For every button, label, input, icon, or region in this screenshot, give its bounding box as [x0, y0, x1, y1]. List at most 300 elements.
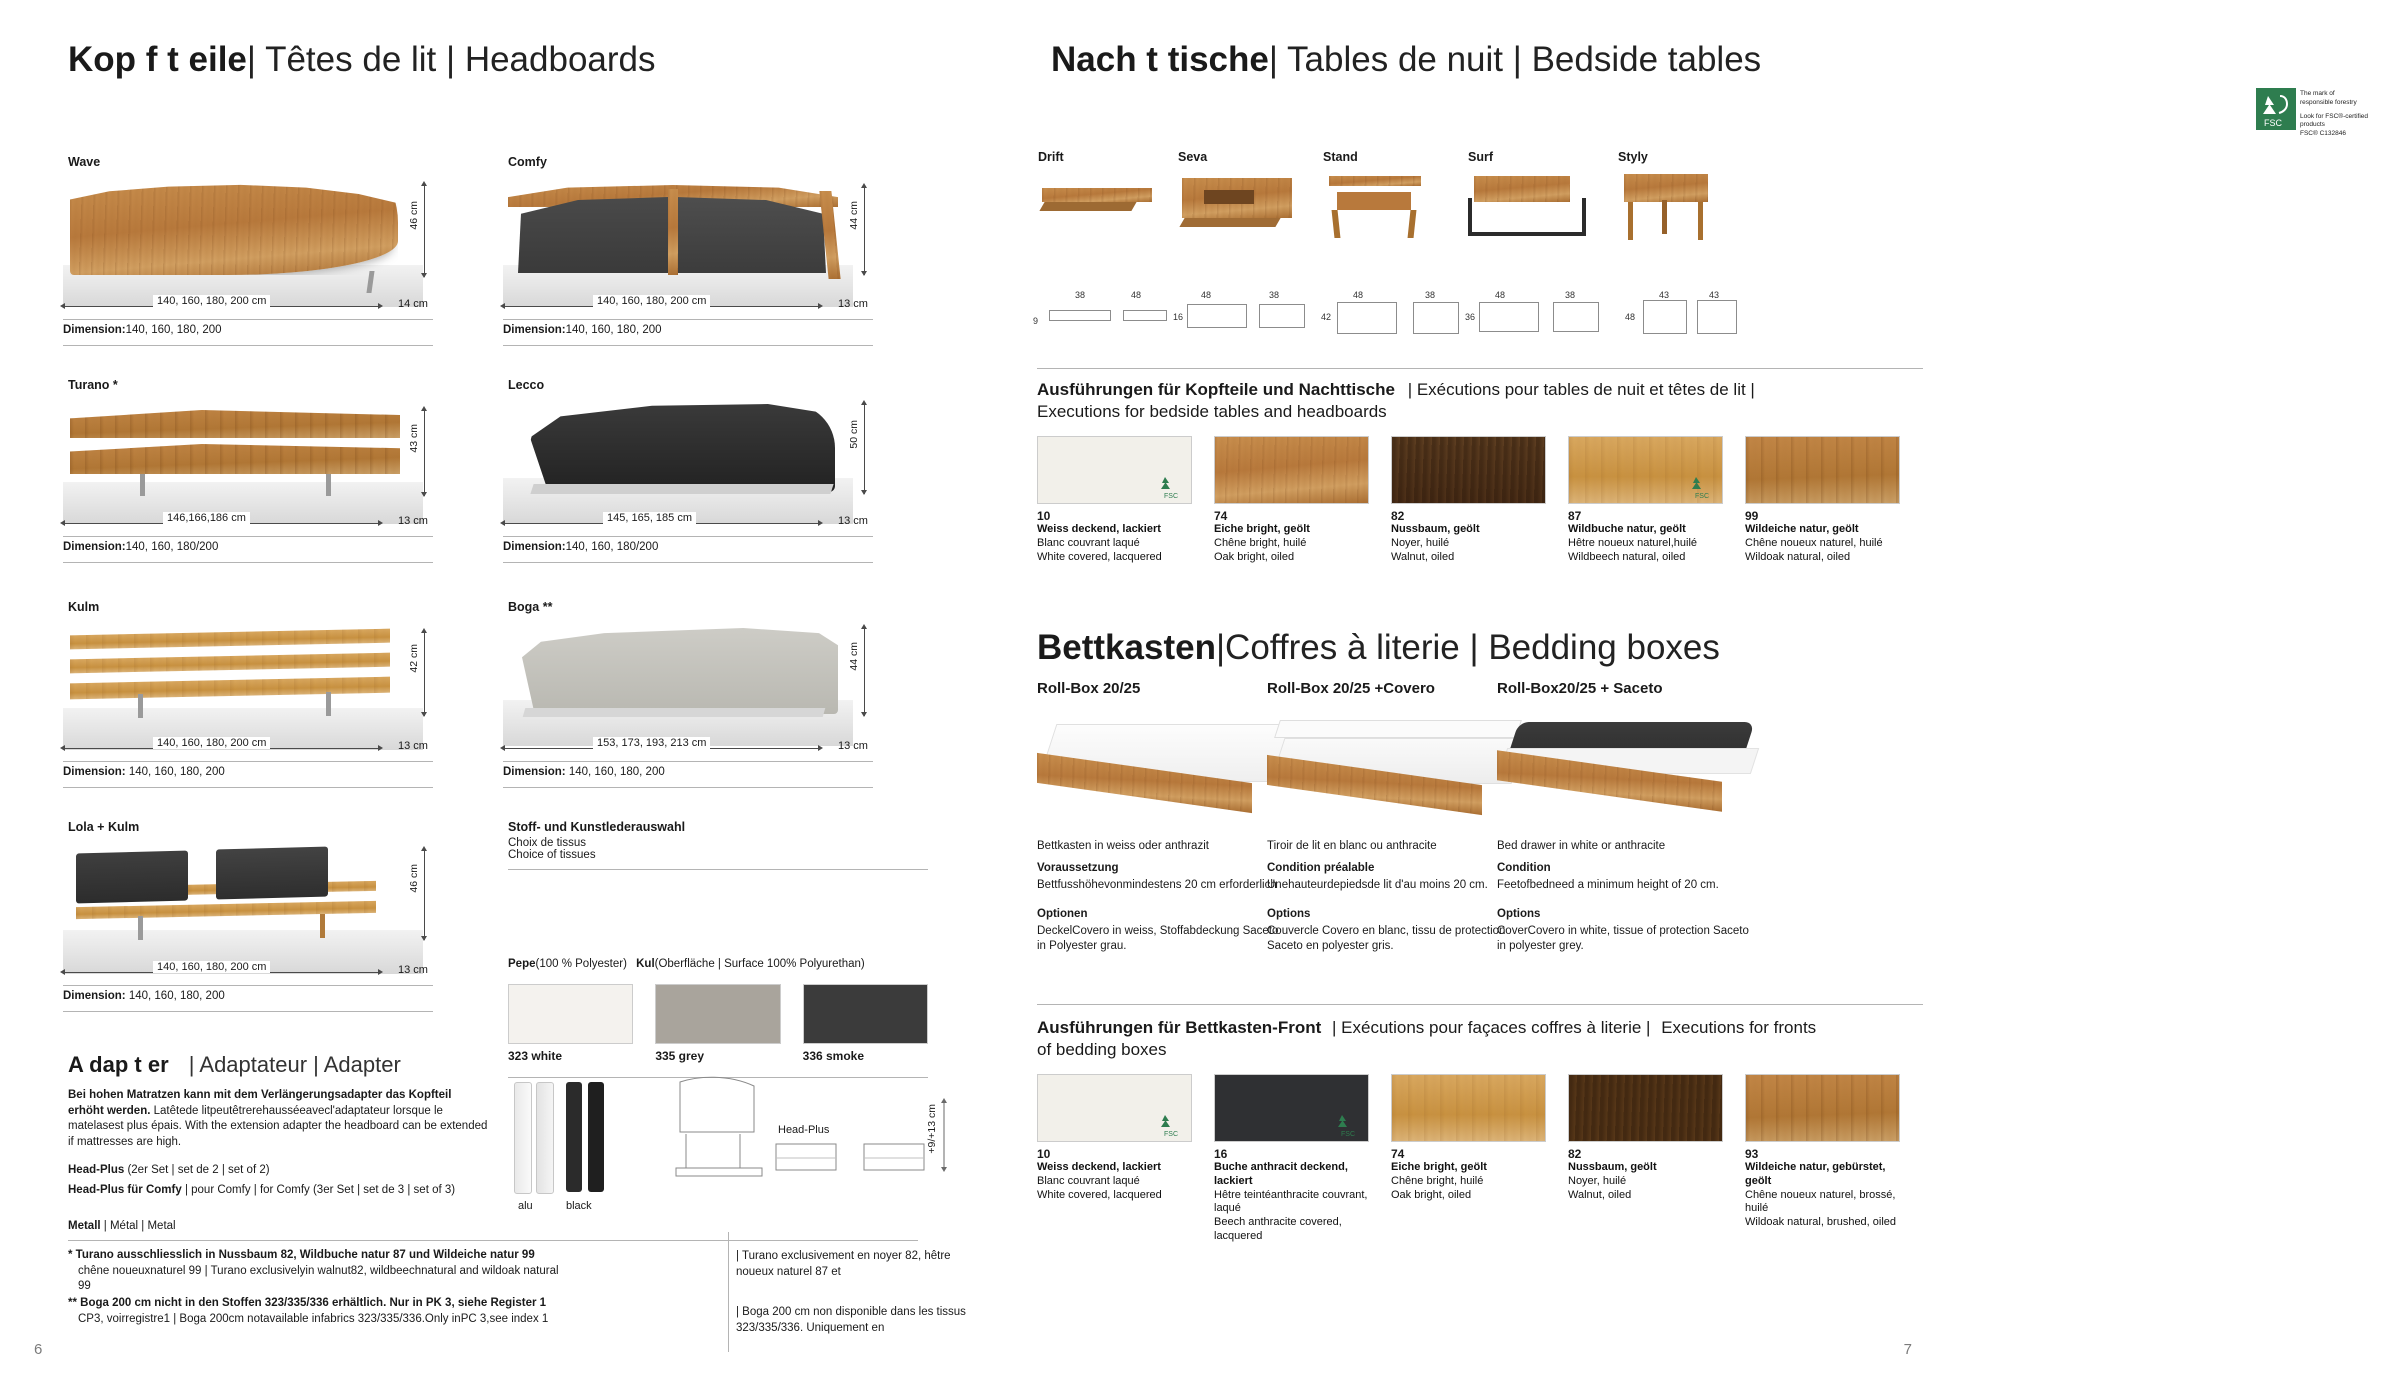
fsc-small-icon — [1336, 1112, 1364, 1138]
finish-chip-87 — [1568, 436, 1723, 504]
dim-value: 48 — [1201, 290, 1212, 300]
comfy-cushion-right — [676, 197, 826, 273]
exec-title-en: Executions for bedside tables and headboards — [1037, 402, 1387, 421]
fsc-logo-icon — [2256, 88, 2296, 130]
fabrics-subtitle-en: Choice of tissues — [508, 849, 596, 861]
front-name-de: Wildeiche natur, gebürstet, geölt — [1745, 1161, 1886, 1187]
divider — [63, 562, 433, 563]
dim-arrow-up — [421, 628, 427, 633]
styly-body — [1624, 174, 1708, 202]
dimension-label: Dimension: — [63, 766, 126, 778]
turano-plank-top — [70, 410, 400, 438]
box-text1: Feetofbedneed a minimum height of 20 cm. — [1497, 879, 1719, 891]
product-boga — [503, 600, 908, 800]
divider — [503, 345, 873, 346]
lola-cushion-right — [216, 847, 328, 900]
dim-arrow-left — [500, 520, 505, 526]
adapter-black-label: black — [566, 1200, 592, 1212]
bedside-name: Surf — [1468, 150, 1493, 164]
height-dim-label: 44 cm — [848, 201, 860, 230]
right-page — [973, 0, 2369, 1376]
finish-chip-82 — [1391, 436, 1546, 504]
headboard-leg — [326, 692, 331, 716]
dimension-value: 140, 160, 180, 200 — [128, 766, 225, 778]
page-title-headboards-de: Kop f t eile — [68, 40, 247, 79]
dimension-row — [63, 766, 225, 778]
finish-name-fr: Noyer, huilé — [1391, 536, 1450, 549]
dim-arrow-left — [60, 969, 65, 975]
boga-base — [523, 708, 826, 717]
dimension-label: Dimension: — [63, 990, 126, 1002]
finish-name-de: Nussbaum, geölt — [1391, 523, 1480, 535]
dim-value: 48 — [1353, 290, 1364, 300]
fabric-kul-label: Kul — [636, 958, 655, 970]
front-code: 16 — [1214, 1147, 1228, 1161]
lecco-base — [530, 484, 833, 494]
height-dim-line — [424, 185, 425, 277]
fabric-chip-336 — [803, 984, 928, 1044]
front-swatch[interactable] — [1568, 1074, 1723, 1244]
front-swatch[interactable] — [1037, 1074, 1192, 1244]
height-dim-line — [864, 187, 865, 275]
dim-value: 43 — [1659, 290, 1670, 300]
divider — [503, 536, 873, 537]
dimension-row — [503, 766, 665, 778]
height-dim-label: 43 cm — [408, 424, 420, 453]
finish-name-de: Wildbuche natur, geölt — [1568, 523, 1686, 535]
fabric-pepe-label: Pepe — [508, 958, 536, 970]
kulm-slat — [70, 653, 390, 674]
height-dim-label: 44 cm — [848, 642, 860, 671]
width-dim-label: 146,166,186 cm — [163, 512, 250, 524]
box-text1: Bettfusshöhevonmindestens 20 cm erforderlich — [1037, 879, 1277, 891]
exec-fronts-title-en2: of bedding boxes — [1037, 1040, 1167, 1059]
dimension-row — [63, 541, 218, 553]
height-dim-label: 46 cm — [408, 201, 420, 230]
box-cover — [1274, 720, 1522, 738]
height-dim-line — [424, 410, 425, 496]
page-title-headboards-rest: | Têtes de lit | Headboards — [246, 40, 656, 79]
bedding-title-rest: |Coffres à literie | Bedding boxes — [1215, 628, 1720, 667]
front-code: 74 — [1391, 1147, 1405, 1161]
comfy-cushion-left — [518, 197, 668, 273]
page-title-bedside-rest: | Tables de nuit | Bedside tables — [1268, 40, 1762, 79]
divider — [63, 345, 433, 346]
depth-dim-label: 13 cm — [398, 515, 428, 527]
finish-name-fr: Chêne bright, huilé — [1214, 536, 1307, 549]
wave-headboard-panel — [70, 183, 398, 275]
finish-code: 10 — [1037, 509, 1051, 523]
depth-dim-label: 13 cm — [398, 964, 428, 976]
stand-leg — [1332, 210, 1341, 238]
front-code: 10 — [1037, 1147, 1051, 1161]
dimension-value: 140, 160, 180/200 — [565, 541, 659, 553]
box-text2: CoverCovero in white, tissue of protection Saceto in polyester grey. — [1497, 925, 1749, 952]
adapter-headplus — [68, 1164, 270, 1176]
fsc-small-icon — [1159, 474, 1187, 500]
product-lecco — [503, 378, 908, 578]
fabric-code: 323 white — [508, 1049, 563, 1063]
fabric-kul-desc: (Oberfläche | Surface 100% Polyurethan) — [654, 958, 865, 970]
adapter-plate-black — [588, 1082, 604, 1192]
front-swatch[interactable] — [1745, 1074, 1900, 1244]
adapter-headplus-comfy-rest: | pour Comfy | for Comfy (3er Set | set de 3 | set of 3) — [181, 1184, 456, 1196]
exec-fronts-swatches — [1037, 1074, 1927, 1244]
dim-arrow-right — [818, 303, 823, 309]
adapter-headplus-rest: (2er Set | set de 2 | set of 2) — [124, 1164, 270, 1176]
bedside-tables-row — [1038, 150, 1918, 300]
dim-arrow-right — [818, 745, 823, 751]
bedside-name: Stand — [1323, 150, 1358, 164]
dim-arrow-up — [861, 400, 867, 405]
dim-arrow-down — [421, 273, 427, 278]
dim-arrow-left — [500, 745, 505, 751]
front-name-en: Wildoak natural, brushed, oiled — [1745, 1216, 1897, 1228]
finish-chip-10 — [1037, 436, 1192, 504]
dim-arrow-left — [60, 745, 65, 751]
box-heading2: Options — [1267, 908, 1311, 920]
width-dim-label: 145, 165, 185 cm — [603, 512, 696, 524]
front-chip-93 — [1745, 1074, 1900, 1142]
finish-code: 99 — [1745, 509, 1759, 523]
finish-code: 74 — [1214, 509, 1228, 523]
page-title-headboards — [68, 40, 656, 80]
finish-name-fr: Hêtre noueux naturel,huilé — [1568, 536, 1698, 549]
finish-code: 87 — [1568, 509, 1582, 523]
fsc-small-icon — [1690, 474, 1718, 500]
finish-name-en: Wildoak natural, oiled — [1745, 550, 1851, 563]
footnote-boga — [68, 1296, 568, 1327]
divider — [68, 1240, 918, 1241]
product-name: Boga ** — [508, 600, 553, 614]
finish-swatch[interactable] — [1745, 436, 1900, 564]
dimension-label: Dimension: — [63, 541, 126, 553]
headplus-dim-label: +9/+13 cm — [926, 1104, 938, 1154]
finish-name-en: Wildbeech natural, oiled — [1568, 550, 1686, 563]
adapter-plate-alu — [514, 1082, 532, 1194]
exec-headboards-section — [1037, 380, 1927, 564]
dimension-value: 140, 160, 180, 200 — [125, 324, 222, 336]
adapter-plate-alu — [536, 1082, 554, 1194]
fsc-code: FSC® C132846 — [2300, 130, 2346, 138]
dim-arrow-left — [60, 520, 65, 526]
dim-arrow-right — [378, 745, 383, 751]
divider — [508, 869, 928, 870]
product-name: Lecco — [508, 378, 545, 392]
exec-fronts-title-fr: | Exécutions pour façaces coffres à literie | — [1332, 1018, 1651, 1037]
lola-slat — [76, 901, 376, 919]
depth-dim-label: 14 cm — [398, 298, 428, 310]
product-name: Kulm — [68, 600, 100, 614]
width-dim-label: 140, 160, 180, 200 cm — [153, 961, 270, 973]
dimension-label: Dimension: — [63, 324, 126, 336]
fsc-caption-2: responsible forestry — [2300, 98, 2357, 106]
front-name-en: Beech anthracite covered, lacquered — [1214, 1216, 1342, 1242]
fsc-badge — [2256, 88, 2396, 138]
drift-edge — [1039, 202, 1136, 211]
page-number-right: 7 — [1903, 1341, 1912, 1358]
dim-arrow-down — [861, 271, 867, 276]
depth-dim-label: 13 cm — [838, 740, 868, 752]
adapter-title-de: A dap t er — [68, 1052, 169, 1077]
box-line1: Bed drawer in white or anthracite — [1497, 840, 1666, 852]
bedside-name: Styly — [1618, 150, 1648, 164]
svg-text:FSC: FSC — [2264, 118, 2282, 128]
page-title-bedside — [1051, 40, 1761, 80]
dim-arrow-right — [378, 303, 383, 309]
fabric-code: 335 grey — [655, 1049, 705, 1063]
box-title: Roll-Box 20/25 +Covero — [1267, 680, 1435, 697]
dim-value: 38 — [1269, 290, 1280, 300]
stand-leg — [1408, 210, 1417, 238]
dimension-row — [503, 541, 658, 553]
seva-opening — [1204, 190, 1254, 204]
product-turano — [63, 378, 468, 578]
front-code: 82 — [1568, 1147, 1582, 1161]
dim-value: 38 — [1565, 290, 1576, 300]
kulm-slat — [70, 629, 390, 650]
fsc-caption-1: The mark of — [2300, 90, 2335, 97]
kulm-slat — [70, 677, 390, 700]
dim-value: 48 — [1495, 290, 1506, 300]
product-wave — [63, 155, 468, 355]
divider — [63, 319, 433, 320]
divider — [63, 536, 433, 537]
fabric-pepe-desc: (100 % Polyester) — [535, 958, 627, 970]
front-code: 93 — [1745, 1147, 1759, 1161]
finish-chip-99 — [1745, 436, 1900, 504]
height-dim-line — [864, 404, 865, 494]
fabrics-note — [508, 958, 928, 970]
bedside-styly — [1618, 150, 1788, 164]
page-number-left: 6 — [34, 1341, 43, 1358]
product-name: Comfy — [508, 155, 547, 169]
product-name: Wave — [68, 155, 101, 169]
adapter-section — [68, 1052, 966, 1335]
front-name-fr: Chêne noueux naturel, brossé, huilé — [1745, 1188, 1896, 1215]
front-chip-10 — [1037, 1074, 1192, 1142]
divider — [503, 787, 873, 788]
fabric-chip-335 — [655, 984, 780, 1044]
adapter-metal — [68, 1220, 176, 1232]
box-text2: Couvercle Covero en blanc, tissu de protection Saceto en polyester gris. — [1267, 925, 1506, 952]
dim-value: 9 — [1033, 316, 1039, 326]
fsc-caption-3: Look for FSC®-certified products — [2300, 112, 2369, 129]
front-name-de: Nussbaum, geölt — [1568, 1161, 1657, 1173]
box-heading1: Voraussetzung — [1037, 862, 1119, 874]
footnote-turano-rest: chêne noueuxnaturel 99 | Turano exclusivelyin walnut82, wildbeechnatural and wildoak natural 99 — [78, 1264, 559, 1293]
box-text2: DeckelCovero in weiss, Stoffabdeckung Saceto in Polyester grau. — [1037, 925, 1279, 952]
svg-text:FSC: FSC — [1341, 1131, 1355, 1138]
dim-arrow-up — [861, 624, 867, 629]
fabrics-subtitle-fr: Choix de tissus — [508, 837, 586, 849]
dimension-row — [503, 324, 662, 336]
fsc-small-icon — [1159, 1112, 1187, 1138]
headboard-leg — [138, 916, 143, 940]
adapter-alu-label: alu — [518, 1200, 533, 1212]
boga-cushion — [522, 628, 838, 714]
drift-top — [1042, 188, 1152, 202]
dimension-row — [63, 990, 225, 1002]
svg-text:FSC: FSC — [1164, 493, 1178, 500]
dimension-value: 140, 160, 180, 200 — [128, 990, 225, 1002]
finish-swatch[interactable] — [1391, 436, 1546, 564]
dim-arrow-up — [421, 181, 427, 186]
adapter-desc-de: Bei hohen Matratzen kann mit dem Verlängerungsadapter das Kopfteil erhöht werden. — [68, 1089, 452, 1117]
front-name-fr: Chêne bright, huilé — [1391, 1174, 1484, 1187]
exec-title-de: Ausführungen für Kopfteile und Nachttische — [1037, 380, 1395, 399]
finish-name-fr: Blanc couvrant laqué — [1037, 536, 1140, 549]
box-illustration — [1497, 714, 1787, 824]
adapter-headplus-label: Head-Plus — [68, 1164, 125, 1176]
dim-value: 38 — [1425, 290, 1436, 300]
dimension-label: Dimension: — [503, 766, 566, 778]
height-dim-label: 42 cm — [408, 644, 420, 673]
finish-chip-74 — [1214, 436, 1369, 504]
headplus-callout: Head-Plus — [778, 1124, 830, 1136]
adapter-metal-rest: | Métal | Metal — [100, 1220, 176, 1232]
dim-arrow-left — [500, 303, 505, 309]
dimension-label: Dimension: — [503, 324, 566, 336]
bedside-name: Drift — [1038, 150, 1064, 164]
adapter-headplus-comfy — [68, 1183, 468, 1198]
dim-arrow-up — [861, 183, 867, 188]
width-dim-label: 140, 160, 180, 200 cm — [593, 295, 710, 307]
dim-arrow-down — [421, 936, 427, 941]
finish-name-fr: Chêne noueux naturel, huilé — [1745, 536, 1883, 549]
depth-dim-label: 13 cm — [838, 515, 868, 527]
dimension-row — [63, 324, 222, 336]
front-swatch[interactable] — [1214, 1074, 1369, 1244]
exec-title-fr: | Exécutions pour tables de nuit et têtes de lit | — [1407, 380, 1755, 399]
exec-fronts-title-en: Executions for fronts — [1661, 1018, 1817, 1037]
front-name-de: Eiche bright, geölt — [1391, 1161, 1487, 1173]
divider — [63, 1011, 433, 1012]
dim-arrow-right — [378, 969, 383, 975]
surf-metal-frame — [1468, 198, 1586, 236]
adapter-diagram — [668, 1072, 968, 1212]
footnote-boga-fr: | Boga 200 cm non disponible dans les tissus 323/335/336. Uniquement en — [736, 1306, 966, 1335]
dim-arrow-up — [421, 406, 427, 411]
dim-value: 36 — [1465, 312, 1476, 322]
finish-code: 82 — [1391, 509, 1405, 523]
dimension-value: 140, 160, 180, 200 — [568, 766, 665, 778]
footnote-boga-rest: CP3, voirregistre1 | Boga 200cm notavailable infabrics 323/335/336.Only inPC 3,see index 1 — [78, 1312, 549, 1325]
dimension-value: 140, 160, 180, 200 — [565, 324, 662, 336]
dim-arrow-right — [378, 520, 383, 526]
left-page — [0, 0, 973, 1376]
dimension-label: Dimension: — [503, 541, 566, 553]
finish-swatch[interactable] — [1568, 436, 1723, 564]
product-name: Lola + Kulm — [68, 820, 140, 834]
footnote-boga-de: ** Boga 200 cm nicht in den Stoffen 323/335/336 erhältlich. Nur in PK 3, siehe Register 1 — [68, 1297, 547, 1309]
headboard-leg — [140, 474, 145, 496]
headplus-schematic-icon — [668, 1072, 968, 1212]
page-title-bedside-de: Nach t tische — [1051, 40, 1269, 79]
finish-name-de: Wildeiche natur, geölt — [1745, 523, 1859, 535]
depth-dim-label: 13 cm — [398, 740, 428, 752]
adapter-plates-illustration — [508, 1082, 688, 1212]
box-line1: Tiroir de lit en blanc ou anthracite — [1267, 840, 1437, 852]
dim-arrow-down — [421, 492, 427, 497]
styly-leg — [1628, 202, 1633, 240]
box-heading2: Options — [1497, 908, 1541, 920]
product-lola-kulm — [63, 820, 468, 1020]
divider — [503, 562, 873, 563]
svg-text:FSC: FSC — [1164, 1131, 1178, 1138]
box-line1: Bettkasten in weiss oder anthrazit — [1037, 840, 1209, 852]
dim-value: 43 — [1709, 290, 1720, 300]
dim-arrow-down — [421, 712, 427, 717]
width-dim-label: 153, 173, 193, 213 cm — [593, 737, 710, 749]
adapter-desc-rest: Latêtede litpeutêtrerehausséeavecl'adaptateur lorsque le matelasest plus épais. With the extension adapter the headboard can be extended if mattresses are high. — [68, 1104, 488, 1148]
bedding-title-de: Bettkasten — [1037, 628, 1216, 667]
box-heading2: Optionen — [1037, 908, 1088, 920]
fsc-caption — [2300, 90, 2392, 139]
dim-arrow-down — [861, 490, 867, 495]
divider — [1037, 1004, 1923, 1005]
height-dim-label: 50 cm — [848, 420, 860, 449]
bedding-title — [1037, 628, 1720, 668]
fabric-code: 336 smoke — [802, 1049, 865, 1063]
exec-headboards-title — [1037, 380, 1927, 400]
depth-dim-label: 13 cm — [838, 298, 868, 310]
footnote-turano — [68, 1248, 568, 1295]
dim-value: 48 — [1625, 312, 1636, 322]
dim-value: 42 — [1321, 312, 1332, 322]
divider — [63, 985, 433, 986]
width-dim-label: 140, 160, 180, 200 cm — [153, 295, 270, 307]
exec-fronts-title-de: Ausführungen für Bettkasten-Front — [1037, 1018, 1322, 1037]
adapter-description — [68, 1088, 488, 1150]
adapter-plate-black — [566, 1082, 582, 1192]
finish-swatch[interactable] — [1037, 436, 1192, 564]
front-chip-16 — [1214, 1074, 1369, 1142]
product-comfy — [503, 155, 908, 355]
dim-arrow-down — [861, 712, 867, 717]
exec-fronts-section — [1037, 1018, 1927, 1244]
finish-name-de: Eiche bright, geölt — [1214, 523, 1310, 535]
stand-drawer — [1337, 192, 1411, 210]
footnote-divider — [728, 1232, 729, 1352]
footnote-turano-fr: | Turano exclusivement en noyer 82, hêtre noueux naturel 87 et — [736, 1250, 951, 1279]
svg-text:FSC: FSC — [1695, 493, 1709, 500]
front-name-en: Walnut, oiled — [1568, 1188, 1632, 1201]
box-text1: Unehauteurdepiedsde lit d'au moins 20 cm. — [1267, 879, 1488, 891]
adapter-headplus-comfy-label: Head-Plus für Comfy — [68, 1184, 182, 1196]
finish-swatch[interactable] — [1214, 436, 1369, 564]
finish-name-en: Walnut, oiled — [1391, 550, 1455, 563]
bedside-tech-drawings — [1033, 292, 1923, 352]
footnote-turano-de: * Turano ausschliesslich in Nussbaum 82, Wildbuche natur 87 und Wildeiche natur 99 — [68, 1249, 535, 1261]
exec-headboards-swatches — [1037, 436, 1927, 564]
divider — [503, 761, 873, 762]
adapter-title-rest: | Adaptateur | Adapter — [188, 1052, 401, 1077]
front-name-fr: Blanc couvrant laqué — [1037, 1174, 1140, 1187]
divider — [1037, 368, 1923, 369]
front-name-en: White covered, lacquered — [1037, 1188, 1162, 1201]
front-chip-74 — [1391, 1074, 1546, 1142]
styly-leg — [1698, 202, 1703, 240]
fabric-chip-323 — [508, 984, 633, 1044]
exec-fronts-title — [1037, 1018, 1927, 1038]
dim-value: 48 — [1131, 290, 1142, 300]
front-name-de: Weiss deckend, lackiert — [1037, 1161, 1161, 1173]
box-heading1: Condition — [1497, 862, 1551, 874]
roll-box-3 — [1497, 680, 1797, 952]
bedside-surf — [1468, 150, 1638, 164]
front-swatch[interactable] — [1391, 1074, 1546, 1244]
